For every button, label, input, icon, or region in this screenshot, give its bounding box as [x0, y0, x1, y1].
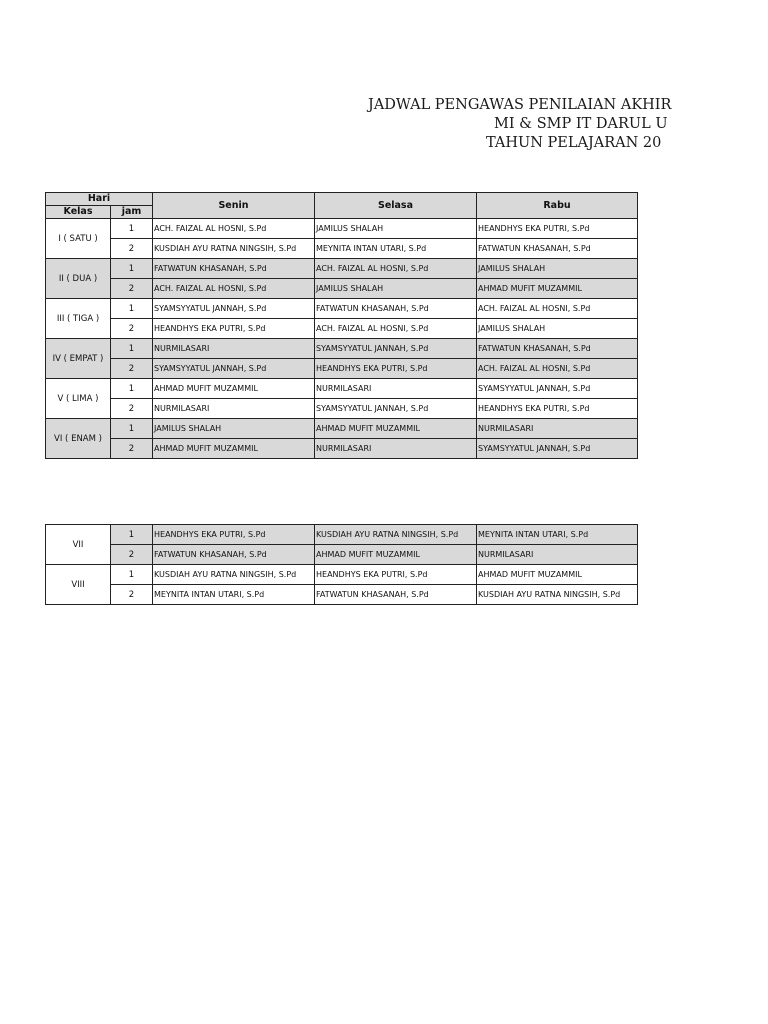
table-row [46, 379, 638, 399]
table-row [46, 359, 638, 379]
table-row [46, 585, 638, 605]
proctor-cell: ACH. FAIZAL AL HOSNI, S.Pd [315, 319, 477, 339]
jam-cell: 1 [111, 339, 153, 359]
proctor-cell: FATWATUN KHASANAH, S.Pd [315, 585, 477, 605]
proctor-cell: AHMAD MUFIT MUZAMMIL [153, 439, 315, 459]
jam-cell: 1 [111, 219, 153, 239]
header-jam: jam [111, 206, 153, 219]
proctor-cell: ACH. FAIZAL AL HOSNI, S.Pd [477, 359, 638, 379]
schedule-table-primary [45, 192, 638, 459]
proctor-cell: MEYNITA INTAN UTARI, S.Pd [315, 239, 477, 259]
proctor-cell: JAMILUS SHALAH [153, 419, 315, 439]
proctor-cell: KUSDIAH AYU RATNA NINGSIH, S.Pd [315, 525, 477, 545]
proctor-cell: FATWATUN KHASANAH, S.Pd [153, 259, 315, 279]
proctor-cell: NURMILASARI [477, 419, 638, 439]
table-row [46, 339, 638, 359]
proctor-cell: NURMILASARI [315, 379, 477, 399]
header-day-senin: Senin [153, 193, 315, 219]
proctor-cell: SYAMSYYATUL JANNAH, S.Pd [153, 299, 315, 319]
proctor-cell: SYAMSYYATUL JANNAH, S.Pd [477, 439, 638, 459]
proctor-cell: JAMILUS SHALAH [477, 319, 638, 339]
table-row [46, 279, 638, 299]
proctor-cell: HEANDHYS EKA PUTRI, S.Pd [315, 565, 477, 585]
proctor-cell: NURMILASARI [153, 399, 315, 419]
proctor-cell: AHMAD MUFIT MUZAMMIL [315, 545, 477, 565]
jam-cell: 2 [111, 239, 153, 259]
jam-cell: 2 [111, 399, 153, 419]
proctor-cell: AHMAD MUFIT MUZAMMIL [477, 279, 638, 299]
class-cell: II ( DUA ) [46, 259, 111, 299]
table-row [46, 419, 638, 439]
jam-cell: 2 [111, 585, 153, 605]
jam-cell: 1 [111, 299, 153, 319]
proctor-cell: AHMAD MUFIT MUZAMMIL [477, 565, 638, 585]
proctor-cell: SYAMSYYATUL JANNAH, S.Pd [315, 339, 477, 359]
title-block [0, 96, 672, 156]
jam-cell: 1 [111, 379, 153, 399]
proctor-cell: SYAMSYYATUL JANNAH, S.Pd [477, 379, 638, 399]
jam-cell: 1 [111, 525, 153, 545]
jam-cell: 1 [111, 565, 153, 585]
jam-cell: 1 [111, 419, 153, 439]
proctor-cell: FATWATUN KHASANAH, S.Pd [315, 299, 477, 319]
proctor-cell: FATWATUN KHASANAH, S.Pd [477, 339, 638, 359]
header-hari: Hari [46, 193, 153, 206]
proctor-cell: ACH. FAIZAL AL HOSNI, S.Pd [153, 219, 315, 239]
proctor-cell: HEANDHYS EKA PUTRI, S.Pd [153, 525, 315, 545]
jam-cell: 2 [111, 279, 153, 299]
proctor-cell: FATWATUN KHASANAH, S.Pd [153, 545, 315, 565]
header-day-rabu: Rabu [477, 193, 638, 219]
proctor-cell: AHMAD MUFIT MUZAMMIL [315, 419, 477, 439]
table-row [46, 299, 638, 319]
title-line-1: JADWAL PENGAWAS PENILAIAN AKHIR [368, 97, 672, 113]
table-row [46, 399, 638, 419]
schedule-table-secondary [45, 524, 638, 605]
jam-cell: 2 [111, 319, 153, 339]
table-row [46, 565, 638, 585]
proctor-cell: JAMILUS SHALAH [315, 279, 477, 299]
proctor-cell: NURMILASARI [477, 545, 638, 565]
proctor-cell: SYAMSYYATUL JANNAH, S.Pd [153, 359, 315, 379]
proctor-cell: MEYNITA INTAN UTARI, S.Pd [477, 525, 638, 545]
proctor-cell: HEANDHYS EKA PUTRI, S.Pd [153, 319, 315, 339]
jam-cell: 1 [111, 259, 153, 279]
proctor-cell: HEANDHYS EKA PUTRI, S.Pd [315, 359, 477, 379]
title-line-2: MI & SMP IT DARUL U [494, 116, 668, 132]
proctor-cell: NURMILASARI [153, 339, 315, 359]
jam-cell: 2 [111, 439, 153, 459]
proctor-cell: JAMILUS SHALAH [477, 259, 638, 279]
table-row [46, 259, 638, 279]
header-kelas: Kelas [46, 206, 111, 219]
proctor-cell: NURMILASARI [315, 439, 477, 459]
class-cell: VIII [46, 565, 111, 605]
table-row [46, 439, 638, 459]
title-line-3: TAHUN PELAJARAN 20 [486, 135, 662, 151]
proctor-cell: FATWATUN KHASANAH, S.Pd [477, 239, 638, 259]
table-row [46, 239, 638, 259]
proctor-cell: HEANDHYS EKA PUTRI, S.Pd [477, 219, 638, 239]
proctor-cell: SYAMSYYATUL JANNAH, S.Pd [315, 399, 477, 419]
proctor-cell: KUSDIAH AYU RATNA NINGSIH, S.Pd [477, 585, 638, 605]
proctor-cell: AHMAD MUFIT MUZAMMIL [153, 379, 315, 399]
proctor-cell: KUSDIAH AYU RATNA NINGSIH, S.Pd [153, 239, 315, 259]
proctor-cell: ACH. FAIZAL AL HOSNI, S.Pd [477, 299, 638, 319]
header-day-selasa: Selasa [315, 193, 477, 219]
class-cell: VII [46, 525, 111, 565]
class-cell: I ( SATU ) [46, 219, 111, 259]
class-cell: VI ( ENAM ) [46, 419, 111, 459]
jam-cell: 2 [111, 545, 153, 565]
proctor-cell: ACH. FAIZAL AL HOSNI, S.Pd [153, 279, 315, 299]
proctor-cell: KUSDIAH AYU RATNA NINGSIH, S.Pd [153, 565, 315, 585]
class-cell: IV ( EMPAT ) [46, 339, 111, 379]
table-row [46, 525, 638, 545]
proctor-cell: JAMILUS SHALAH [315, 219, 477, 239]
class-cell: III ( TIGA ) [46, 299, 111, 339]
class-cell: V ( LIMA ) [46, 379, 111, 419]
table-row [46, 219, 638, 239]
proctor-cell: MEYNITA INTAN UTARI, S.Pd [153, 585, 315, 605]
proctor-cell: ACH. FAIZAL AL HOSNI, S.Pd [315, 259, 477, 279]
jam-cell: 2 [111, 359, 153, 379]
table-row [46, 319, 638, 339]
proctor-cell: HEANDHYS EKA PUTRI, S.Pd [477, 399, 638, 419]
table-row [46, 545, 638, 565]
